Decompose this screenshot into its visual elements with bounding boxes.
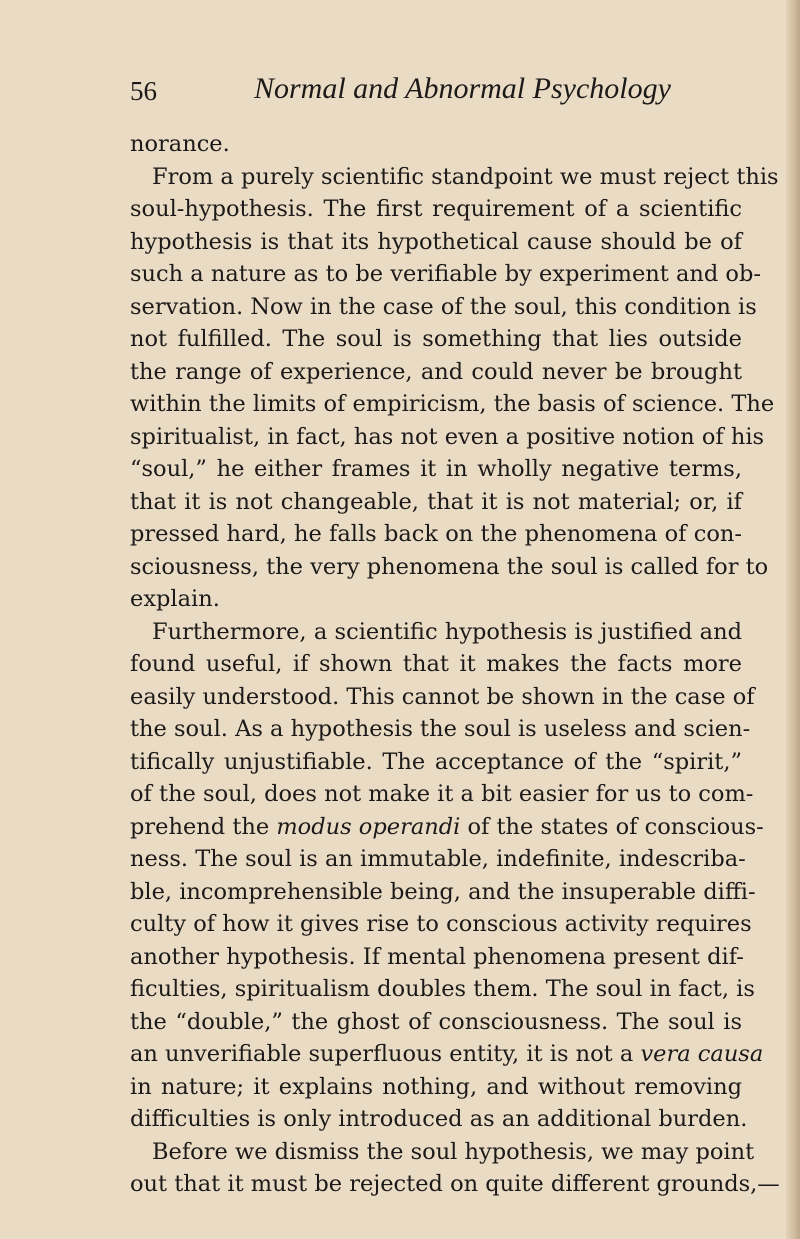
text-line — [130, 713, 751, 746]
text-segment: in nature; it explains nothing, and without removing — [130, 1073, 742, 1100]
text-segment: servation. Now in the case of the soul, this condition is — [130, 293, 757, 320]
text-segment: of the states of conscious- — [460, 813, 764, 840]
text-segment: out that it must be rejected on quite different grounds,— — [130, 1171, 780, 1197]
text-segment: such a nature as to be verifiable by experiment and ob- — [130, 261, 761, 287]
text-segment: tifically unjustifiable. The acceptance of the “spirit,” — [130, 748, 742, 775]
text-line — [130, 551, 769, 584]
text-line — [130, 453, 742, 486]
text-segment: Furthermore, a scientific hypothesis is justified and — [152, 618, 742, 645]
text-line — [130, 648, 742, 681]
text-line — [130, 1136, 755, 1169]
text-segment: explain. — [130, 586, 220, 612]
text-segment: “soul,” he either frames it in wholly negative terms, — [130, 456, 742, 482]
text-line — [130, 388, 775, 421]
text-segment: found useful, if shown that it makes the facts more — [130, 651, 742, 677]
page-edge-shadow — [786, 0, 800, 1239]
text-segment: the soul. As a hypothesis the soul is useless and scien- — [130, 716, 751, 742]
text-segment: the range of experience, and could never be brought — [130, 358, 742, 385]
text-line — [130, 1168, 780, 1201]
body-text — [130, 128, 780, 1201]
text-line — [130, 226, 742, 259]
italic-phrase: modus operandi — [276, 813, 461, 840]
text-segment: spiritualist, in fact, has not even a positive notion of his — [130, 423, 765, 450]
text-line — [130, 161, 779, 194]
text-line — [130, 778, 754, 811]
text-segment: easily understood. This cannot be shown in the case of — [130, 683, 755, 710]
running-header — [130, 72, 740, 112]
text-segment: norance. — [130, 131, 230, 157]
text-segment: pressed hard, he falls back on the phenomena of con- — [130, 521, 742, 547]
text-segment: ness. The soul is an immutable, indefinite, indescriba- — [130, 846, 746, 872]
text-line — [130, 258, 761, 291]
text-segment: prehend the — [130, 813, 277, 840]
text-segment: the “double,” the ghost of consciousness. The soul is — [130, 1008, 742, 1035]
text-segment: soul-hypothesis. The first requirement of a scientific — [130, 196, 742, 222]
text-line — [130, 518, 742, 551]
text-line — [130, 941, 742, 974]
text-line — [130, 973, 755, 1006]
text-line — [130, 323, 742, 356]
text-segment: culty of how it gives rise to conscious activity requires — [130, 911, 752, 937]
text-line — [130, 1103, 748, 1136]
text-segment: hypothesis is that its hypothetical cause should be of — [130, 228, 742, 255]
text-segment: not fulfilled. The soul is something that lies outside — [130, 326, 742, 352]
text-line — [130, 291, 757, 324]
text-line — [130, 811, 764, 844]
text-line — [130, 1038, 764, 1071]
italic-phrase: vera causa — [640, 1041, 764, 1067]
page-number: 56 — [130, 76, 157, 106]
text-line — [130, 1071, 742, 1104]
text-segment: within the limits of empiricism, the basis of science. The — [130, 391, 775, 417]
text-line — [130, 681, 755, 714]
text-line — [130, 746, 742, 779]
text-segment: an unverifiable superfluous entity, it is not a — [130, 1041, 641, 1067]
text-line — [130, 616, 742, 649]
text-segment: of the soul, does not make it a bit easier for us to com- — [130, 781, 754, 807]
text-segment: ble, incomprehensible being, and the insuperable diffi- — [130, 878, 756, 905]
text-segment: that it is not changeable, that it is not material; or, if — [130, 488, 742, 515]
text-segment: sciousness, the very phenomena the soul is called for to — [130, 553, 769, 580]
running-title: Normal and Abnormal Psychology — [254, 72, 671, 105]
text-line — [130, 843, 746, 876]
text-line — [130, 128, 742, 161]
text-line — [130, 908, 752, 941]
text-line — [130, 583, 742, 616]
text-segment: another hypothesis. If mental phenomena present dif- — [130, 943, 744, 970]
text-segment: difficulties is only introduced as an additional burden. — [130, 1106, 748, 1132]
text-segment: From a purely scientific standpoint we must reject this — [152, 163, 779, 190]
text-line — [130, 486, 742, 519]
text-line — [130, 193, 742, 226]
text-segment: Before we dismiss the soul hypothesis, we may point — [152, 1138, 755, 1165]
text-line — [130, 876, 756, 909]
text-line — [130, 1006, 742, 1039]
text-line — [130, 421, 765, 454]
text-line — [130, 356, 742, 389]
text-segment: ficulties, spiritualism doubles them. The soul in fact, is — [130, 976, 755, 1002]
